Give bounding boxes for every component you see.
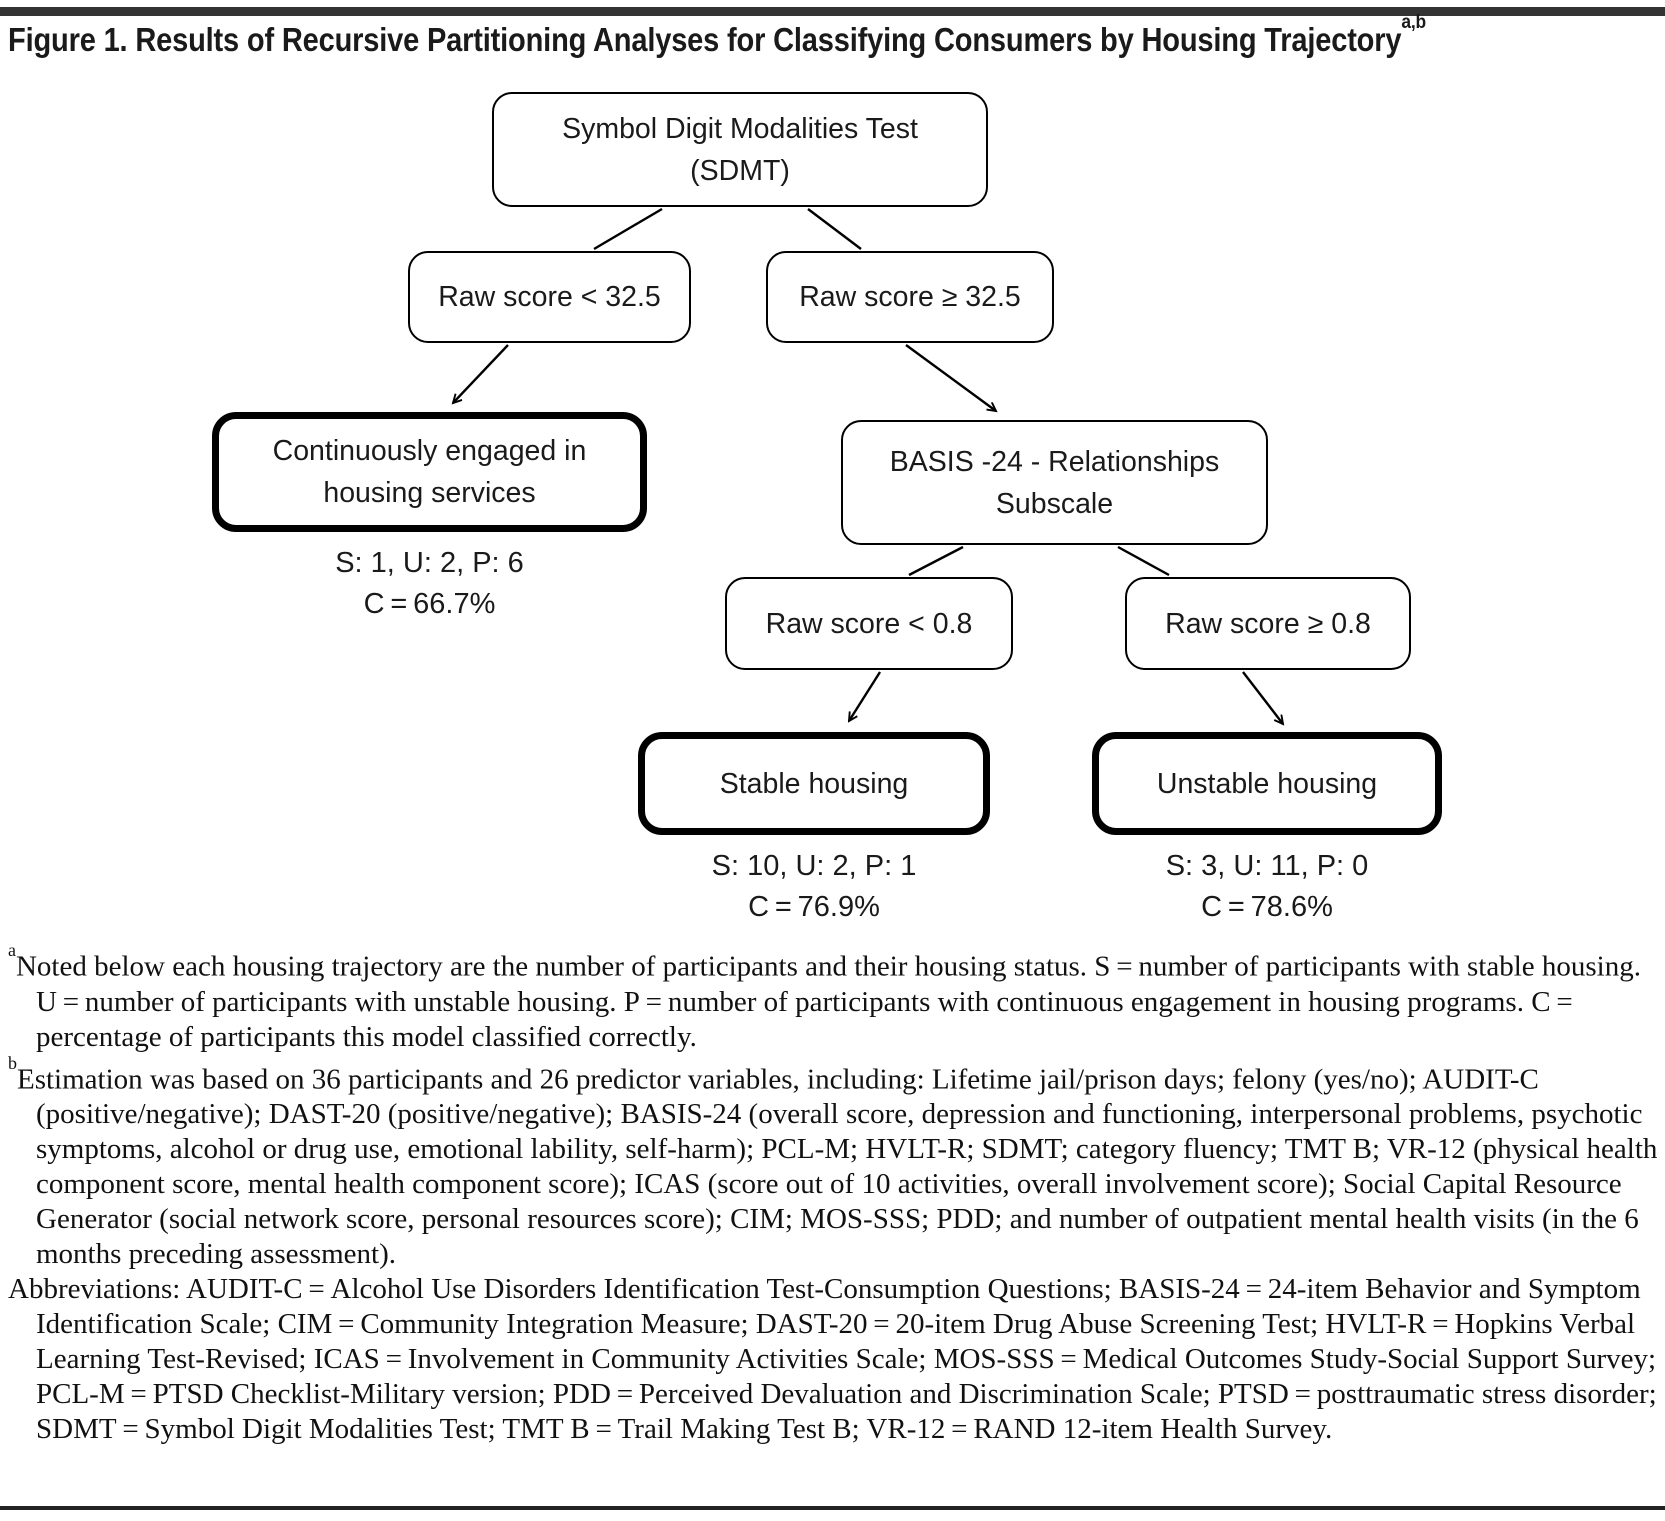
stats-continuous (212, 543, 647, 625)
tree-node-split-raw-lt-08-label: Raw score < 0.8 (765, 607, 973, 640)
tree-leaf-unstable-label: Unstable housing (1156, 767, 1378, 800)
stats-continuous-counts: S: 1, U: 2, P: 6 (335, 547, 524, 579)
tree-leaf-stable-label: Stable housing (719, 767, 909, 800)
arrow-split-to-unstable (1243, 672, 1283, 724)
tree-node-basis-line2: Subscale (995, 487, 1114, 520)
tree-node-split-raw-ge-08 (1125, 577, 1411, 670)
footnote-abbreviations-text: Abbreviations: AUDIT-C = Alcohol Use Disorders Identification Test-Consumption Questions; BASIS-24 = 24-item Behavior and Symptom Identification Scale; CIM = Community Integration Measure; DAST-20 = 20-item Drug Abuse Screening Test; HVLT-R = Hopkins Verbal Learning Test-Revised; ICAS = Involvement in Community Activities Scale; MOS-SSS = Medical Outcomes Study-Social Support Survey; PCL-M = PTSD Checklist-Military version; PDD = Perceived Devaluation and Discrimination Scale; PTSD = posttraumatic stress disorder; SDMT = Symbol Digit Modalities Test; TMT B = Trail Making Test B; VR-12 = RAND 12-item Health Survey. (8, 1273, 1657, 1446)
tree-leaf-stable-housing (638, 732, 990, 835)
tree-node-split-raw-lt-32 (408, 251, 691, 343)
connector-basis-to-split-left (909, 547, 963, 575)
tree-node-split-raw-lt-32-label: Raw score < 32.5 (438, 281, 661, 313)
tree-leaf-continuous-line1: Continuously engaged in (272, 435, 587, 467)
connector-basis-to-split-right (1118, 547, 1169, 575)
footnote-b (8, 1052, 1658, 1273)
stats-stable (638, 846, 990, 928)
connector-root-to-split-left (594, 209, 662, 249)
tree-node-split-raw-ge-08-label: Raw score ≥ 0.8 (1165, 607, 1371, 640)
bottom-rule (0, 1506, 1665, 1510)
stats-continuous-classified: C = 66.7% (363, 588, 496, 620)
tree-node-basis-line1: BASIS -24 - Relationships (889, 445, 1220, 478)
tree-node-split-raw-lt-08 (725, 577, 1013, 670)
stats-stable-counts: S: 10, U: 2, P: 1 (711, 850, 917, 882)
tree-node-root-line1: Symbol Digit Modalities Test (562, 112, 918, 145)
footnote-a-marker: a (8, 940, 16, 961)
tree-node-root (492, 92, 988, 207)
footnote-a (8, 942, 1658, 1055)
tree-node-split-raw-ge-32-label: Raw score ≥ 32.5 (799, 281, 1021, 313)
tree-leaf-continuous-line2: housing services (323, 477, 536, 509)
stats-unstable-counts: S: 3, U: 11, P: 0 (1165, 850, 1369, 882)
footnote-a-text: Noted below each housing trajectory are the number of participants and their housing status. S = number of participants with stable housing. U = number of participants with unstable housing. P = number of participants with continuous engagement in housing programs. C = percentage of participants this model classified correctly. (15, 950, 1641, 1053)
footnotes-block (8, 942, 1658, 1447)
tree-node-root-line2: (SDMT) (690, 154, 790, 187)
tree-node-split-raw-ge-32 (766, 251, 1054, 343)
arrow-split-to-stable (849, 672, 880, 721)
stats-stable-classified: C = 76.9% (748, 891, 880, 923)
title-superscript: a,b (1401, 11, 1426, 34)
stats-unstable (1092, 846, 1442, 928)
footnote-b-text: Estimation was based on 36 participants and 26 predictor variables, including: Lifetime jail/prison days; felony (yes/no); AUDIT-C (positive/negative); DAST-20 (positive/negative); BASIS-24 (overall score, depression and functioning, interpersonal problems, psychotic symptoms, alcohol or drug use, emotional lability, self-harm); PCL-M; HVLT-R; SDMT; category fluency; TMT B; VR-12 (physical health component score, mental health component score); ICAS (score out of 10 activities, overall involvement score); Social Capital Resource Generator (social network score, personal resources score); CIM; MOS-SSS; PDD; and number of outpatient mental health visits (in the 6 months preceding assessment). (16, 1063, 1658, 1271)
footnote-b-marker: b (8, 1052, 17, 1073)
arrow-split-left-to-continuous (453, 345, 508, 403)
tree-node-basis-relationships (841, 420, 1268, 545)
stats-unstable-classified: C = 78.6% (1201, 891, 1333, 923)
figure-title-text: Figure 1. Results of Recursive Partitioning Analyses for Classifying Consumers by Housing Trajectory (8, 21, 1402, 58)
footnote-abbreviations (8, 1272, 1658, 1447)
connector-root-to-split-right (808, 209, 861, 249)
tree-leaf-continuous-engagement (212, 412, 647, 532)
tree-leaf-unstable-housing (1092, 732, 1442, 835)
arrow-split-right-to-basis (906, 345, 996, 411)
